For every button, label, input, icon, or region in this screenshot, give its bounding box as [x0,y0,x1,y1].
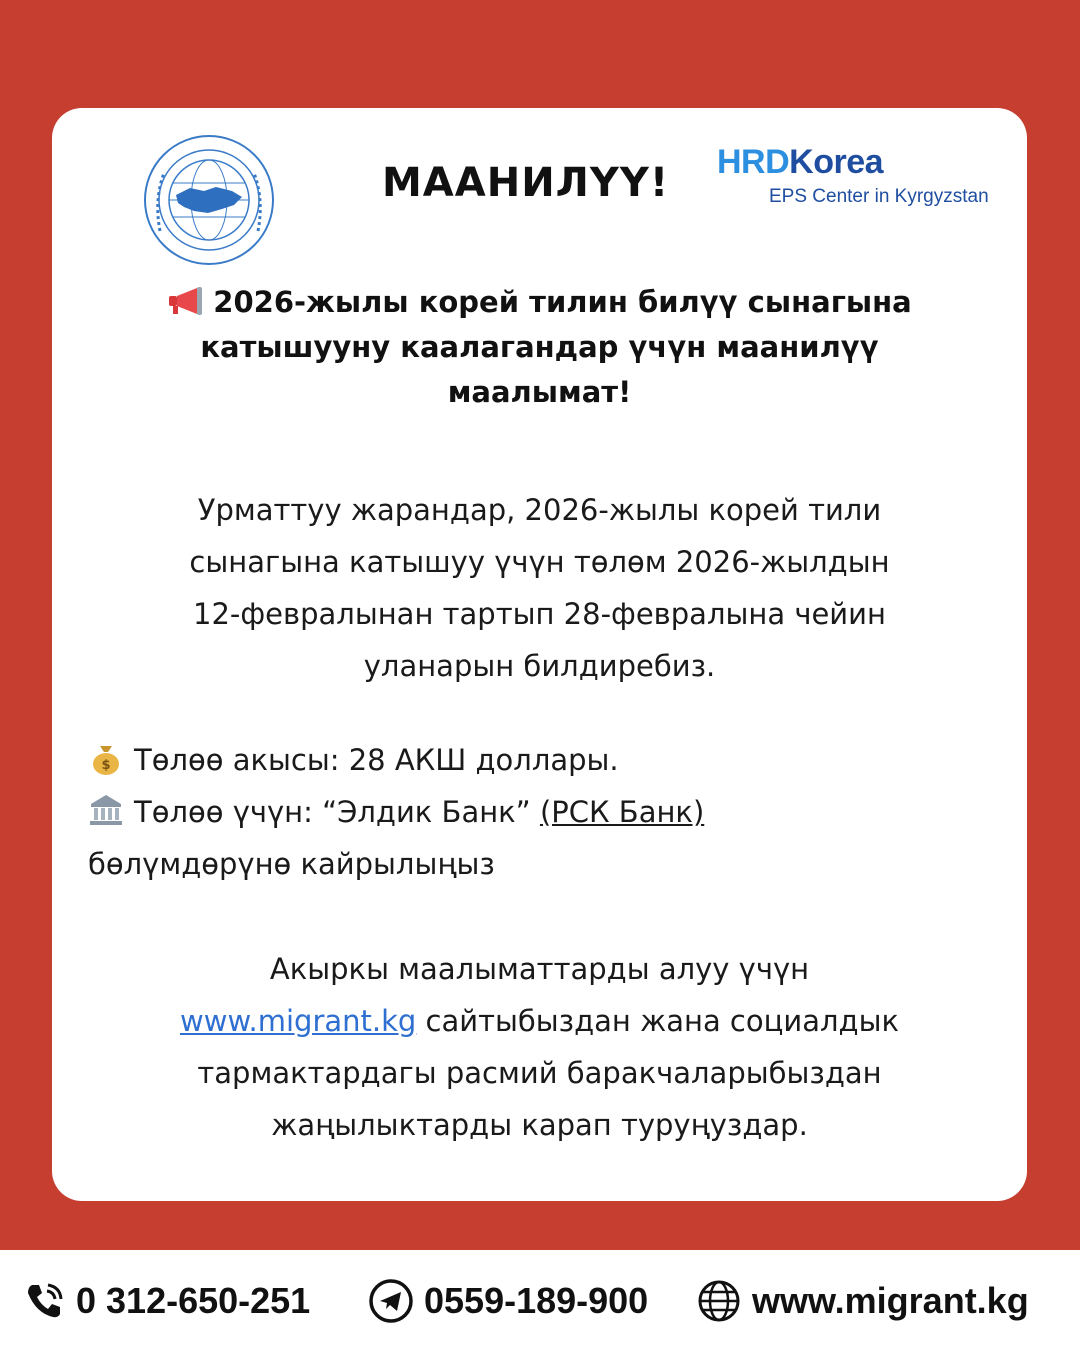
closing-paragraph [92,943,987,1151]
announcement-title [82,280,997,415]
paragraph-line: уланарын билдиребиз. [363,649,716,683]
closing-line: сайтыбыздан жана социалдык [416,1004,899,1038]
hrd-logo-hrd: HRD [717,143,790,181]
hrd-logo-korea: Korea [789,143,884,181]
bank-link[interactable]: (РСК Банк) [539,795,705,829]
phone-number: 0 312-650-251 [76,1280,311,1321]
page-headline: МААНИЛҮҮ! [382,160,670,206]
fee-line [88,734,1008,786]
bank-icon [88,792,124,828]
money-bag-icon [88,740,124,776]
globe-icon [696,1278,742,1324]
payment-suffix: бөлүмдөрүнө кайрылыңыз [88,847,495,881]
title-line-2: катышууну каалагандар үчүн маанилүү [200,330,879,364]
phone-contact[interactable] [22,1278,310,1324]
website-link[interactable]: www.migrant.kg [180,1004,417,1038]
intro-paragraph [92,484,987,692]
fee-text: Төлөө акысы: 28 АКШ доллары. [134,743,619,777]
paragraph-line: 12-февралынан тартып 28-февралына чейин [193,597,886,631]
hrd-korea-logo [717,142,1017,212]
svg-text:$: $ [101,758,111,773]
closing-line: тармактардагы расмий баракчаларыбыздан [197,1056,882,1090]
paragraph-line: Урматтуу жарандар, 2026-жылы корей тили [197,493,882,527]
telegram-number: 0559-189-900 [424,1280,649,1321]
closing-line: жаңылыктарды карап туруңуздар. [271,1108,808,1142]
payment-line [88,786,1008,838]
title-line-3: маалымат! [447,375,632,409]
payment-prefix: Төлөө үчүн: “Элдик Банк” [134,795,540,829]
megaphone-icon [167,286,205,316]
hrd-logo-subtitle: EPS Center in Kyrgyzstan [769,186,989,207]
telegram-contact[interactable] [368,1278,648,1324]
website-contact[interactable] [696,1278,1029,1324]
paragraph-line: сынагына катышуу үчүн төлөм 2026-жылдын [189,545,890,579]
phone-icon [22,1279,66,1323]
payment-info [88,734,1008,890]
announcement-card [52,108,1027,1201]
telegram-icon [368,1278,414,1324]
emblem-logo [142,133,276,267]
closing-line: Акыркы маалыматтарды алуу үчүн [269,952,810,986]
contact-footer [0,1250,1080,1350]
website-url: www.migrant.kg [752,1280,1029,1321]
title-line-1: 2026-жылы корей тилин билүү сынагына [213,285,912,319]
